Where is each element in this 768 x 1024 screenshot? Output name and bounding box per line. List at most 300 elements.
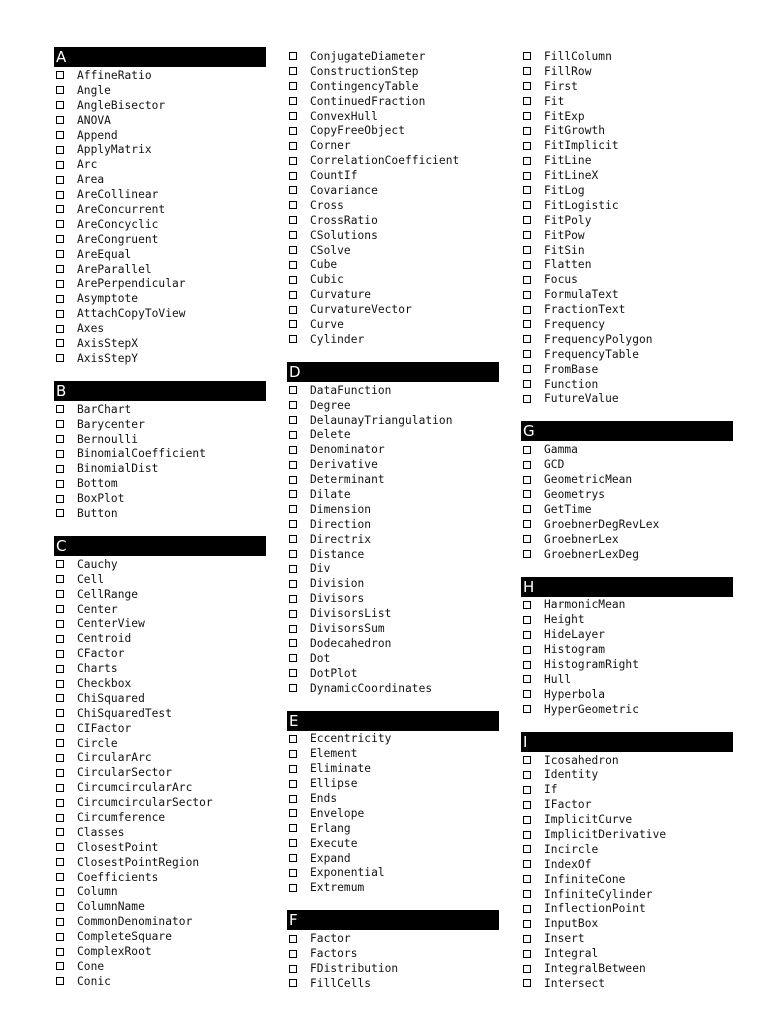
command-item[interactable] [54, 914, 266, 929]
checkbox-icon[interactable] [523, 616, 531, 624]
command-item[interactable] [521, 842, 733, 857]
command-item[interactable] [521, 672, 733, 687]
command-item[interactable] [287, 487, 499, 502]
command-item[interactable] [287, 547, 499, 562]
checkbox-icon[interactable] [56, 799, 64, 807]
checkbox-icon[interactable] [523, 306, 531, 314]
command-item[interactable] [521, 168, 733, 183]
checkbox-icon[interactable] [56, 962, 64, 970]
checkbox-icon[interactable] [523, 335, 531, 343]
checkbox-icon[interactable] [289, 824, 297, 832]
command-item[interactable] [287, 109, 499, 124]
checkbox-icon[interactable] [56, 635, 64, 643]
checkbox-icon[interactable] [56, 101, 64, 109]
checkbox-icon[interactable] [289, 750, 297, 758]
checkbox-icon[interactable] [523, 705, 531, 713]
command-item[interactable] [287, 502, 499, 517]
checkbox-icon[interactable] [56, 250, 64, 258]
checkbox-icon[interactable] [289, 246, 297, 254]
checkbox-icon[interactable] [56, 769, 64, 777]
command-item[interactable] [287, 866, 499, 881]
command-item[interactable] [521, 391, 733, 406]
command-item[interactable] [521, 123, 733, 138]
checkbox-icon[interactable] [523, 461, 531, 469]
command-item[interactable] [54, 157, 266, 172]
command-item[interactable] [54, 572, 266, 587]
command-item[interactable] [54, 291, 266, 306]
checkbox-icon[interactable] [289, 869, 297, 877]
checkbox-icon[interactable] [523, 860, 531, 868]
command-item[interactable] [54, 262, 266, 277]
checkbox-icon[interactable] [56, 650, 64, 658]
checkbox-icon[interactable] [523, 320, 531, 328]
command-item[interactable] [521, 317, 733, 332]
checkbox-icon[interactable] [56, 146, 64, 154]
command-item[interactable] [521, 287, 733, 302]
command-item[interactable] [521, 612, 733, 627]
command-item[interactable] [287, 398, 499, 413]
checkbox-icon[interactable] [56, 665, 64, 673]
checkbox-icon[interactable] [56, 724, 64, 732]
checkbox-icon[interactable] [56, 709, 64, 717]
command-item[interactable] [287, 946, 499, 961]
command-item[interactable] [521, 598, 733, 613]
command-item[interactable] [521, 377, 733, 392]
checkbox-icon[interactable] [523, 690, 531, 698]
checkbox-icon[interactable] [289, 172, 297, 180]
checkbox-icon[interactable] [56, 280, 64, 288]
command-item[interactable] [521, 487, 733, 502]
command-item[interactable] [54, 855, 266, 870]
checkbox-icon[interactable] [523, 816, 531, 824]
command-item[interactable] [54, 217, 266, 232]
checkbox-icon[interactable] [523, 535, 531, 543]
checkbox-icon[interactable] [523, 67, 531, 75]
command-item[interactable] [521, 79, 733, 94]
checkbox-icon[interactable] [523, 601, 531, 609]
checkbox-icon[interactable] [56, 131, 64, 139]
checkbox-icon[interactable] [56, 220, 64, 228]
checkbox-icon[interactable] [56, 590, 64, 598]
checkbox-icon[interactable] [523, 127, 531, 135]
checkbox-icon[interactable] [289, 446, 297, 454]
command-item[interactable] [54, 476, 266, 491]
command-item[interactable] [521, 812, 733, 827]
command-item[interactable] [54, 557, 266, 572]
checkbox-icon[interactable] [56, 828, 64, 836]
checkbox-icon[interactable] [523, 890, 531, 898]
checkbox-icon[interactable] [289, 839, 297, 847]
checkbox-icon[interactable] [289, 765, 297, 773]
command-item[interactable] [54, 617, 266, 632]
command-item[interactable] [521, 753, 733, 768]
checkbox-icon[interactable] [56, 858, 64, 866]
checkbox-icon[interactable] [523, 446, 531, 454]
checkbox-icon[interactable] [523, 935, 531, 943]
command-item[interactable] [54, 602, 266, 617]
command-item[interactable] [521, 976, 733, 991]
checkbox-icon[interactable] [289, 735, 297, 743]
command-item[interactable] [521, 362, 733, 377]
command-item[interactable] [54, 142, 266, 157]
command-item[interactable] [54, 202, 266, 217]
checkbox-icon[interactable] [56, 450, 64, 458]
checkbox-icon[interactable] [523, 831, 531, 839]
command-item[interactable] [287, 213, 499, 228]
command-item[interactable] [287, 427, 499, 442]
checkbox-icon[interactable] [289, 431, 297, 439]
command-item[interactable] [287, 457, 499, 472]
checkbox-icon[interactable] [289, 935, 297, 943]
command-item[interactable] [521, 243, 733, 258]
checkbox-icon[interactable] [56, 977, 64, 985]
command-item[interactable] [287, 153, 499, 168]
command-item[interactable] [287, 257, 499, 272]
command-item[interactable] [54, 959, 266, 974]
command-item[interactable] [521, 228, 733, 243]
command-item[interactable] [287, 517, 499, 532]
checkbox-icon[interactable] [523, 786, 531, 794]
command-item[interactable] [521, 332, 733, 347]
command-item[interactable] [54, 491, 266, 506]
command-item[interactable] [521, 827, 733, 842]
checkbox-icon[interactable] [56, 620, 64, 628]
command-item[interactable] [521, 213, 733, 228]
checkbox-icon[interactable] [523, 112, 531, 120]
command-item[interactable] [521, 183, 733, 198]
command-item[interactable] [287, 168, 499, 183]
checkbox-icon[interactable] [56, 933, 64, 941]
command-item[interactable] [54, 691, 266, 706]
command-item[interactable] [54, 172, 266, 187]
command-item[interactable] [287, 562, 499, 577]
checkbox-icon[interactable] [523, 201, 531, 209]
checkbox-icon[interactable] [56, 754, 64, 762]
command-item[interactable] [54, 721, 266, 736]
checkbox-icon[interactable] [523, 142, 531, 150]
checkbox-icon[interactable] [523, 157, 531, 165]
command-item[interactable] [521, 547, 733, 562]
checkbox-icon[interactable] [523, 52, 531, 60]
checkbox-icon[interactable] [523, 661, 531, 669]
command-item[interactable] [54, 870, 266, 885]
checkbox-icon[interactable] [56, 265, 64, 273]
checkbox-icon[interactable] [56, 354, 64, 362]
command-item[interactable] [287, 317, 499, 332]
checkbox-icon[interactable] [523, 365, 531, 373]
command-item[interactable] [287, 961, 499, 976]
checkbox-icon[interactable] [56, 235, 64, 243]
checkbox-icon[interactable] [289, 639, 297, 647]
command-item[interactable] [287, 791, 499, 806]
checkbox-icon[interactable] [56, 575, 64, 583]
checkbox-icon[interactable] [523, 646, 531, 654]
checkbox-icon[interactable] [523, 520, 531, 528]
command-item[interactable] [54, 631, 266, 646]
checkbox-icon[interactable] [56, 843, 64, 851]
checkbox-icon[interactable] [289, 201, 297, 209]
checkbox-icon[interactable] [523, 186, 531, 194]
checkbox-icon[interactable] [289, 320, 297, 328]
checkbox-icon[interactable] [56, 339, 64, 347]
checkbox-icon[interactable] [523, 801, 531, 809]
checkbox-icon[interactable] [523, 905, 531, 913]
checkbox-icon[interactable] [289, 625, 297, 633]
command-item[interactable] [521, 627, 733, 642]
checkbox-icon[interactable] [523, 246, 531, 254]
checkbox-icon[interactable] [289, 386, 297, 394]
command-item[interactable] [521, 472, 733, 487]
command-item[interactable] [287, 806, 499, 821]
checkbox-icon[interactable] [289, 535, 297, 543]
command-item[interactable] [54, 825, 266, 840]
command-item[interactable] [521, 916, 733, 931]
checkbox-icon[interactable] [56, 480, 64, 488]
checkbox-icon[interactable] [523, 756, 531, 764]
command-item[interactable] [287, 976, 499, 991]
command-item[interactable] [287, 836, 499, 851]
command-item[interactable] [521, 887, 733, 902]
checkbox-icon[interactable] [289, 565, 297, 573]
command-item[interactable] [521, 138, 733, 153]
command-item[interactable] [521, 687, 733, 702]
command-item[interactable] [521, 517, 733, 532]
command-item[interactable] [521, 532, 733, 547]
command-item[interactable] [287, 651, 499, 666]
checkbox-icon[interactable] [56, 739, 64, 747]
checkbox-icon[interactable] [56, 161, 64, 169]
checkbox-icon[interactable] [56, 495, 64, 503]
checkbox-icon[interactable] [289, 401, 297, 409]
command-item[interactable] [521, 782, 733, 797]
checkbox-icon[interactable] [523, 82, 531, 90]
checkbox-icon[interactable] [523, 216, 531, 224]
command-item[interactable] [287, 821, 499, 836]
command-item[interactable] [54, 113, 266, 128]
checkbox-icon[interactable] [523, 276, 531, 284]
checkbox-icon[interactable] [56, 918, 64, 926]
checkbox-icon[interactable] [289, 127, 297, 135]
checkbox-icon[interactable] [289, 276, 297, 284]
checkbox-icon[interactable] [289, 82, 297, 90]
command-item[interactable] [287, 49, 499, 64]
checkbox-icon[interactable] [289, 809, 297, 817]
checkbox-icon[interactable] [523, 979, 531, 987]
checkbox-icon[interactable] [523, 505, 531, 513]
command-item[interactable] [54, 306, 266, 321]
checkbox-icon[interactable] [289, 67, 297, 75]
checkbox-icon[interactable] [56, 888, 64, 896]
checkbox-icon[interactable] [289, 550, 297, 558]
command-item[interactable] [521, 457, 733, 472]
checkbox-icon[interactable] [289, 520, 297, 528]
checkbox-icon[interactable] [523, 231, 531, 239]
checkbox-icon[interactable] [289, 854, 297, 862]
checkbox-icon[interactable] [289, 979, 297, 987]
command-item[interactable] [287, 302, 499, 317]
command-item[interactable] [287, 732, 499, 747]
command-item[interactable] [54, 68, 266, 83]
checkbox-icon[interactable] [289, 476, 297, 484]
checkbox-icon[interactable] [289, 595, 297, 603]
checkbox-icon[interactable] [289, 52, 297, 60]
command-item[interactable] [287, 472, 499, 487]
checkbox-icon[interactable] [523, 920, 531, 928]
checkbox-icon[interactable] [56, 205, 64, 213]
command-item[interactable] [54, 402, 266, 417]
command-item[interactable] [287, 532, 499, 547]
command-item[interactable] [521, 347, 733, 362]
command-item[interactable] [521, 768, 733, 783]
checkbox-icon[interactable] [289, 580, 297, 588]
command-item[interactable] [54, 676, 266, 691]
command-item[interactable] [287, 228, 499, 243]
command-item[interactable] [54, 810, 266, 825]
command-item[interactable] [287, 198, 499, 213]
command-item[interactable] [521, 502, 733, 517]
command-item[interactable] [54, 885, 266, 900]
command-item[interactable] [54, 929, 266, 944]
command-item[interactable] [287, 681, 499, 696]
command-item[interactable] [54, 83, 266, 98]
checkbox-icon[interactable] [289, 231, 297, 239]
command-item[interactable] [54, 432, 266, 447]
command-item[interactable] [287, 746, 499, 761]
command-item[interactable] [521, 872, 733, 887]
checkbox-icon[interactable] [56, 903, 64, 911]
checkbox-icon[interactable] [56, 71, 64, 79]
command-item[interactable] [54, 321, 266, 336]
command-item[interactable] [54, 336, 266, 351]
checkbox-icon[interactable] [56, 405, 64, 413]
command-item[interactable] [54, 736, 266, 751]
checkbox-icon[interactable] [289, 684, 297, 692]
checkbox-icon[interactable] [289, 669, 297, 677]
checkbox-icon[interactable] [523, 631, 531, 639]
checkbox-icon[interactable] [523, 172, 531, 180]
command-item[interactable] [521, 109, 733, 124]
checkbox-icon[interactable] [56, 325, 64, 333]
checkbox-icon[interactable] [289, 186, 297, 194]
command-item[interactable] [287, 123, 499, 138]
command-item[interactable] [287, 931, 499, 946]
command-item[interactable] [287, 272, 499, 287]
command-item[interactable] [54, 587, 266, 602]
checkbox-icon[interactable] [289, 965, 297, 973]
checkbox-icon[interactable] [289, 291, 297, 299]
command-item[interactable] [54, 899, 266, 914]
checkbox-icon[interactable] [289, 950, 297, 958]
command-item[interactable] [54, 751, 266, 766]
command-item[interactable] [521, 946, 733, 961]
command-item[interactable] [287, 880, 499, 895]
command-item[interactable] [521, 702, 733, 717]
command-item[interactable] [287, 591, 499, 606]
command-item[interactable] [521, 94, 733, 109]
checkbox-icon[interactable] [523, 490, 531, 498]
command-item[interactable] [54, 765, 266, 780]
checkbox-icon[interactable] [289, 261, 297, 269]
command-item[interactable] [54, 974, 266, 989]
checkbox-icon[interactable] [523, 291, 531, 299]
command-item[interactable] [54, 840, 266, 855]
command-item[interactable] [287, 287, 499, 302]
checkbox-icon[interactable] [56, 784, 64, 792]
command-item[interactable] [54, 98, 266, 113]
checkbox-icon[interactable] [289, 142, 297, 150]
command-item[interactable] [521, 64, 733, 79]
checkbox-icon[interactable] [56, 86, 64, 94]
command-item[interactable] [287, 383, 499, 398]
checkbox-icon[interactable] [56, 560, 64, 568]
command-item[interactable] [521, 49, 733, 64]
checkbox-icon[interactable] [289, 112, 297, 120]
command-item[interactable] [287, 183, 499, 198]
command-item[interactable] [521, 442, 733, 457]
checkbox-icon[interactable] [56, 191, 64, 199]
checkbox-icon[interactable] [289, 654, 297, 662]
command-item[interactable] [54, 128, 266, 143]
command-item[interactable] [287, 621, 499, 636]
checkbox-icon[interactable] [523, 950, 531, 958]
command-item[interactable] [287, 606, 499, 621]
checkbox-icon[interactable] [56, 605, 64, 613]
checkbox-icon[interactable] [523, 97, 531, 105]
command-item[interactable] [287, 576, 499, 591]
command-item[interactable] [54, 506, 266, 521]
checkbox-icon[interactable] [523, 350, 531, 358]
checkbox-icon[interactable] [56, 680, 64, 688]
command-item[interactable] [287, 442, 499, 457]
command-item[interactable] [287, 851, 499, 866]
checkbox-icon[interactable] [56, 509, 64, 517]
command-item[interactable] [521, 931, 733, 946]
command-item[interactable] [287, 332, 499, 347]
command-item[interactable] [521, 257, 733, 272]
command-item[interactable] [54, 232, 266, 247]
checkbox-icon[interactable] [523, 965, 531, 973]
checkbox-icon[interactable] [56, 116, 64, 124]
command-item[interactable] [521, 857, 733, 872]
checkbox-icon[interactable] [289, 610, 297, 618]
checkbox-icon[interactable] [289, 157, 297, 165]
checkbox-icon[interactable] [56, 465, 64, 473]
command-item[interactable] [54, 276, 266, 291]
command-item[interactable] [521, 797, 733, 812]
command-item[interactable] [54, 187, 266, 202]
checkbox-icon[interactable] [56, 420, 64, 428]
command-item[interactable] [54, 351, 266, 366]
command-item[interactable] [521, 302, 733, 317]
command-item[interactable] [521, 153, 733, 168]
command-item[interactable] [54, 780, 266, 795]
command-item[interactable] [54, 944, 266, 959]
checkbox-icon[interactable] [523, 771, 531, 779]
command-item[interactable] [287, 776, 499, 791]
command-item[interactable] [287, 666, 499, 681]
checkbox-icon[interactable] [523, 675, 531, 683]
checkbox-icon[interactable] [56, 873, 64, 881]
command-item[interactable] [54, 795, 266, 810]
command-item[interactable] [521, 642, 733, 657]
command-item[interactable] [54, 461, 266, 476]
command-item[interactable] [54, 417, 266, 432]
command-item[interactable] [521, 272, 733, 287]
command-item[interactable] [287, 636, 499, 651]
checkbox-icon[interactable] [289, 461, 297, 469]
command-item[interactable] [521, 961, 733, 976]
checkbox-icon[interactable] [56, 310, 64, 318]
